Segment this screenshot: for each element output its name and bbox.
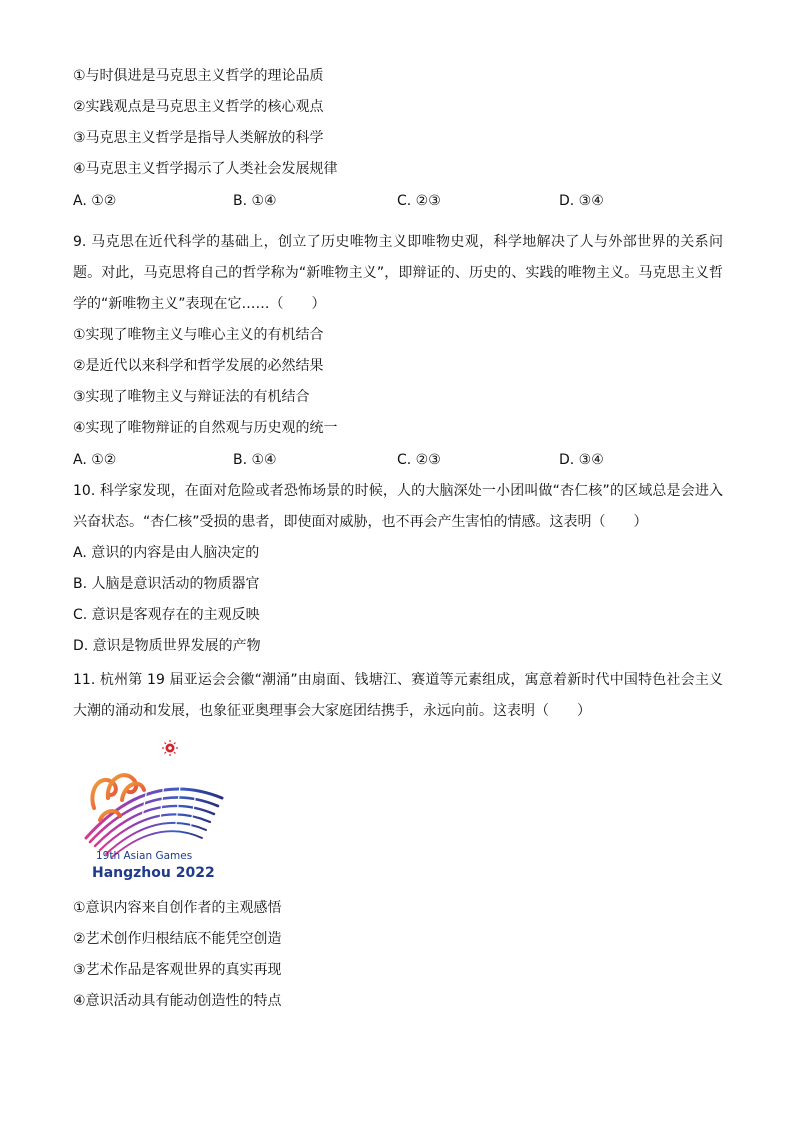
q9-stem: 9. 马克思在近代科学的基础上，创立了历史唯物主义即唯物史观，科学地解决了人与外部世界的关系问题。对此，马克思将自己的哲学称为“新唯物主义”，即辩证的、历史的、实践的唯物主义。马克思主义哲学的“新唯物主义”表现在它……（ ） [73, 234, 723, 312]
q11-statement-3: ③艺术作品是客观世界的真实再现 [73, 962, 282, 978]
q8-option-b[interactable]: B. ①④ [233, 193, 277, 209]
q9-options [73, 450, 733, 470]
q8-statement-1: ①与时俱进是马克思主义哲学的理论品质 [73, 68, 324, 84]
q8-option-d[interactable]: D. ③④ [559, 193, 604, 209]
q8-option-a[interactable]: A. ①② [73, 193, 117, 209]
logo-line-1: 19th Asian Games [96, 850, 193, 862]
q11-statement-4: ④意识活动具有能动创造性的特点 [73, 993, 282, 1009]
q9-option-d[interactable]: D. ③④ [559, 452, 604, 468]
q10-option-d[interactable]: D. 意识是物质世界发展的产物 [73, 638, 261, 654]
q8-statement-2: ②实践观点是马克思主义哲学的核心观点 [73, 99, 324, 115]
q10-option-a[interactable]: A. 意识的内容是由人脑决定的 [73, 545, 260, 561]
q11-statement-2: ②艺术创作归根结底不能凭空创造 [73, 931, 282, 947]
q9-option-a[interactable]: A. ①② [73, 452, 117, 468]
q9-statement-1: ①实现了唯物主义与唯心主义的有机结合 [73, 327, 324, 343]
q9-statement-4: ④实现了唯物辩证的自然观与历史观的统一 [73, 420, 338, 436]
q8-statement-3: ③马克思主义哲学是指导人类解放的科学 [73, 130, 324, 146]
asian-games-emblem [78, 738, 226, 884]
q9-statement-3: ③实现了唯物主义与辩证法的有机结合 [73, 389, 310, 405]
q10-stem: 10. 科学家发现，在面对危险或者恐怖场景的时候，人的大脑深处一小团叫做“杏仁核”的区域总是会进入兴奋状态。“杏仁核”受损的患者，即使面对威胁，也不再会产生害怕的情感。这表明（ ） [73, 483, 723, 530]
q8-option-c[interactable]: C. ②③ [397, 193, 441, 209]
q11-stem: 11. 杭州第 19 届亚运会会徽“潮涌”由扇面、钱塘江、赛道等元素组成，寓意着新时代中国特色社会主义大潮的涌动和发展，也象征亚奥理事会大家庭团结携手，永远向前。这表明（ ） [73, 672, 723, 719]
oca-sun-icon [162, 740, 178, 756]
logo-line-2: Hangzhou 2022 [92, 865, 215, 881]
q9-statement-2: ②是近代以来科学和哲学发展的必然结果 [73, 358, 324, 374]
q10-option-b[interactable]: B. 人脑是意识活动的物质器官 [73, 576, 260, 592]
q11-statement-1: ①意识内容来自创作者的主观感悟 [73, 900, 282, 916]
q9-option-b[interactable]: B. ①④ [233, 452, 277, 468]
q10-option-c[interactable]: C. 意识是客观存在的主观反映 [73, 607, 260, 623]
q8-options [73, 191, 733, 211]
q9-option-c[interactable]: C. ②③ [397, 452, 441, 468]
q8-statement-4: ④马克思主义哲学揭示了人类社会发展规律 [73, 161, 338, 177]
